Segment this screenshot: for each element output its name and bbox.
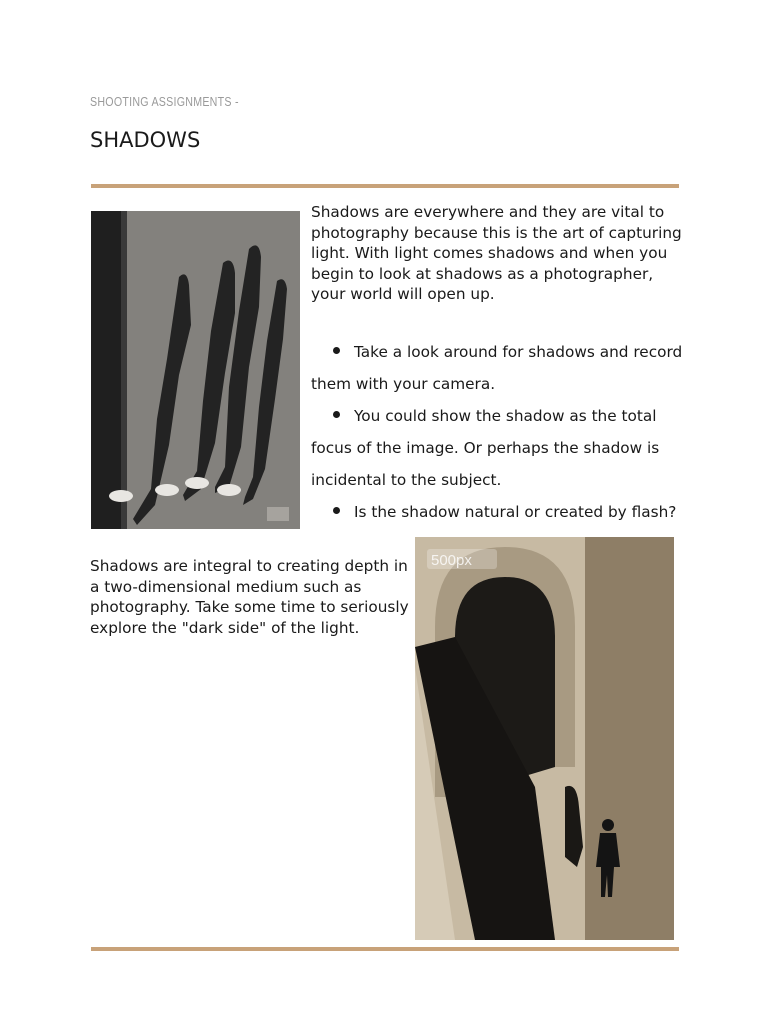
section-kicker: SHOOTING ASSIGNMENTS - <box>90 94 239 109</box>
top-divider <box>91 184 679 188</box>
list-item: You could show the shadow as the total focus of the image. Or perhaps the shadow is incidental to the subject. <box>311 407 660 489</box>
shadow-tips-list <box>311 336 691 528</box>
page-title: SHADOWS <box>90 128 201 152</box>
intro-paragraph: Shadows are everywhere and they are vital to photography because this is the art of capturing light. With light comes shadows and when you begin to look at shadows as a photographer, your world will open up. <box>311 203 682 303</box>
closing-paragraph: Shadows are integral to creating depth in a two-dimensional medium such as photography. Take some time to seriously explore the "dark side" of the light. <box>90 557 409 637</box>
bottom-divider <box>91 947 679 951</box>
bullet-icon <box>333 347 340 354</box>
list-item: Take a look around for shadows and record them with your camera. <box>311 343 683 393</box>
bullet-icon <box>333 507 340 514</box>
shadows-on-wall-photo <box>91 211 300 529</box>
archway-shadow-photo <box>415 537 674 940</box>
bullet-icon <box>333 411 340 418</box>
photo-watermark: 500px <box>431 552 472 569</box>
list-item: Is the shadow natural or created by flash? <box>311 496 691 528</box>
